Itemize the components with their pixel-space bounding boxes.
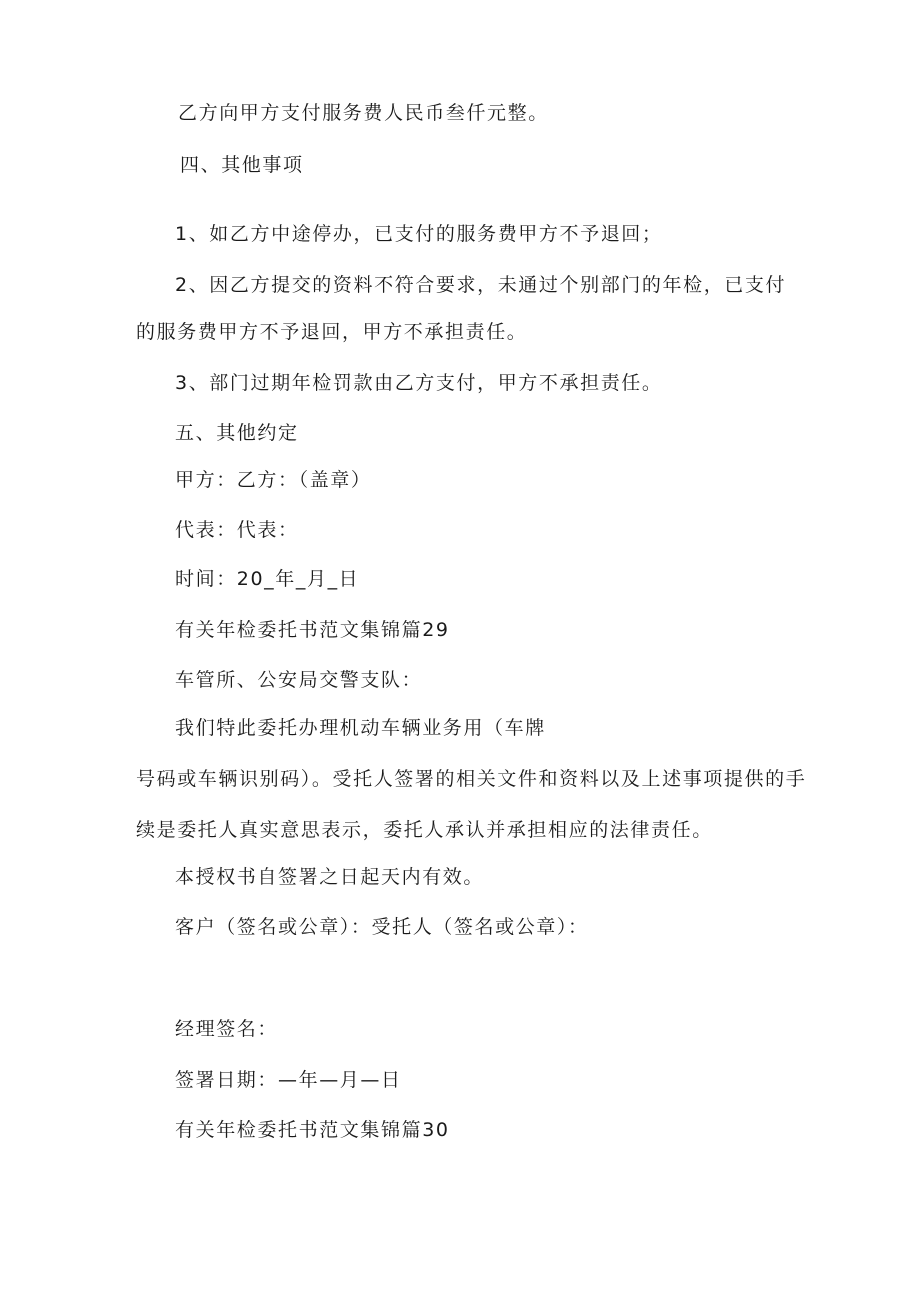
- payment-clause: 乙方向甲方支付服务费人民币叁仟元整。: [178, 102, 549, 124]
- date-line: 时间：20_年_月_日: [175, 568, 360, 590]
- authorization-statement-continued-2: 续是委托人真实意思表示，委托人承认并承担相应的法律责任。: [136, 819, 713, 841]
- signing-date-line: 签署日期：—年—月—日: [175, 1069, 402, 1091]
- manager-signature-line: 经理签名：: [175, 1018, 279, 1040]
- addressee-line: 车管所、公安局交警支队：: [175, 669, 423, 691]
- clause-item-2: 2、因乙方提交的资料不符合要求，未通过个别部门的年检，已支付: [175, 274, 787, 296]
- validity-statement: 本授权书自签署之日起天内有效。: [175, 866, 485, 888]
- article-title-30: 有关年检委托书范文集锦篇30: [175, 1119, 450, 1141]
- section-heading-other-agreements: 五、其他约定: [175, 422, 299, 444]
- authorization-statement: 我们特此委托办理机动车辆业务用（车牌: [175, 717, 546, 739]
- representative-line: 代表：代表：: [175, 519, 299, 541]
- section-heading-other-matters: 四、其他事项: [180, 154, 304, 176]
- client-signature-line: 客户（签名或公章）：受托人（签名或公章）：: [175, 916, 589, 938]
- party-signature-line: 甲方：乙方：（盖章）: [175, 469, 372, 491]
- clause-item-1: 1、如乙方中途停办，已支付的服务费甲方不予退回；: [175, 223, 663, 245]
- authorization-statement-continued-1: 号码或车辆识别码）。受托人签署的相关文件和资料以及上述事项提供的手: [136, 768, 807, 790]
- article-title-29: 有关年检委托书范文集锦篇29: [175, 619, 450, 641]
- clause-item-2-continued: 的服务费甲方不予退回，甲方不承担责任。: [136, 321, 528, 343]
- clause-item-3: 3、部门过期年检罚款由乙方支付，甲方不承担责任。: [175, 372, 663, 394]
